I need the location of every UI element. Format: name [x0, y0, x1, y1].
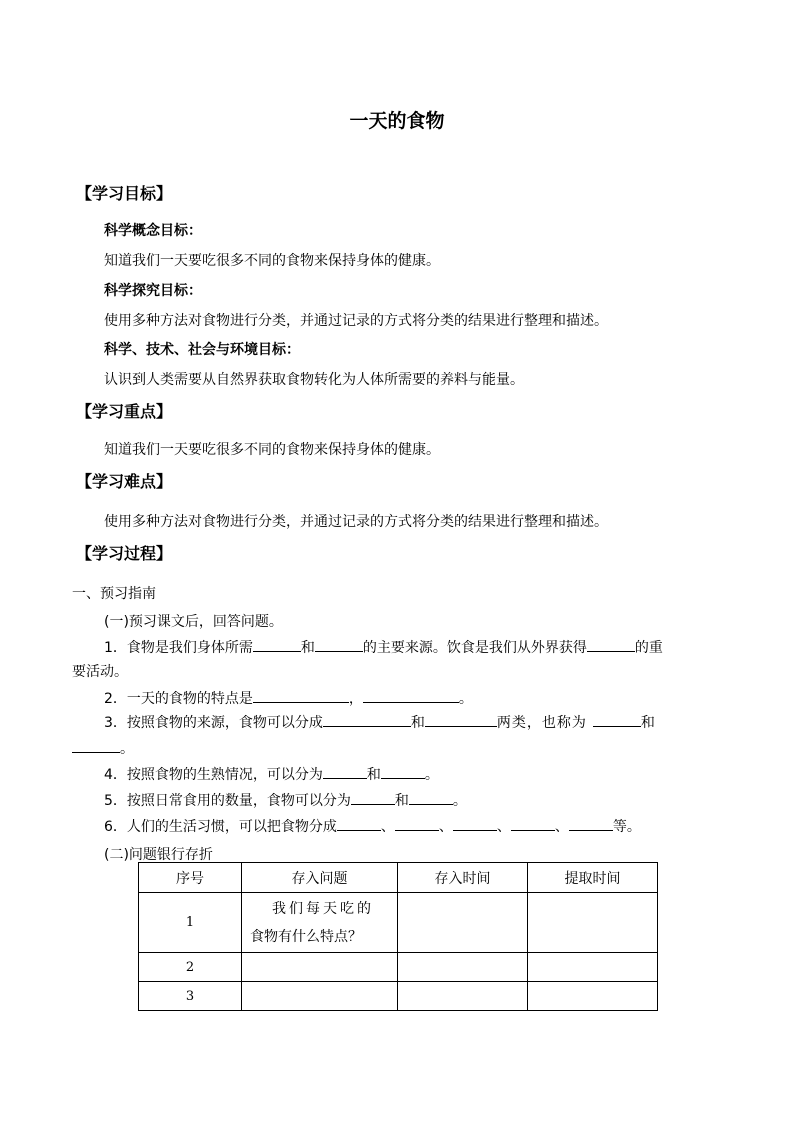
question-cell[interactable]: [242, 893, 398, 953]
question-1: [104, 637, 663, 657]
answer-blank[interactable]: [323, 712, 411, 727]
answer-blank[interactable]: [351, 790, 395, 805]
question-6: [104, 816, 641, 836]
process-heading: 【学习过程】: [76, 544, 173, 563]
q3-text-b: 和: [410, 715, 425, 731]
question-line-2: 食物有什么特点？: [250, 928, 362, 945]
q6-text-end: 等。: [612, 819, 641, 835]
question-2: [104, 688, 473, 708]
question-cell[interactable]: [242, 953, 398, 982]
focus-heading: 【学习重点】: [76, 402, 173, 421]
q5-text-b: 和: [394, 793, 409, 809]
question-5: [104, 790, 467, 810]
answer-blank[interactable]: [593, 712, 641, 727]
focus-text: 知道我们一天要吃很多不同的食物来保持身体的健康。: [104, 442, 440, 458]
answer-blank[interactable]: [253, 688, 349, 703]
answer-blank[interactable]: [363, 688, 459, 703]
table-header-row: [139, 863, 658, 893]
row-number: 2: [139, 953, 242, 982]
sts-goal-label: 科学、技术、社会与环境目标：: [104, 342, 300, 358]
q4-text-c: 。: [424, 767, 439, 783]
q2-text-b: ，: [348, 691, 363, 707]
q2-text-c: 。: [458, 691, 473, 707]
answer-blank[interactable]: [511, 816, 555, 831]
deposit-time-cell[interactable]: [398, 953, 528, 982]
q1-text-b: 和: [300, 640, 315, 656]
answer-blank[interactable]: [337, 816, 381, 831]
q3-text-a: 3．按照食物的来源，食物可以分成: [104, 715, 323, 731]
withdraw-time-cell[interactable]: [528, 953, 658, 982]
q4-text-a: 4．按照食物的生熟情况，可以分为: [104, 767, 323, 783]
answer-blank[interactable]: [425, 712, 497, 727]
header-number: 序号: [139, 863, 242, 893]
withdraw-time-cell[interactable]: [528, 982, 658, 1011]
header-question: 存入问题: [242, 863, 398, 893]
q6-text-a: 6．人们的生活习惯，可以把食物分成: [104, 819, 337, 835]
q3-text-e: 。: [120, 741, 134, 757]
inquiry-goal-label: 科学探究目标：: [104, 283, 202, 299]
header-withdraw-time: 提取时间: [528, 863, 658, 893]
separator: 、: [380, 819, 395, 835]
preview-guide-title: 一、预习指南: [72, 586, 156, 602]
table-row: [139, 953, 658, 982]
objectives-heading: 【学习目标】: [76, 184, 173, 203]
q5-text-a: 5．按照日常食用的数量，食物可以分为: [104, 793, 351, 809]
row-number: 3: [139, 982, 242, 1011]
q1-text-d: 的重: [634, 640, 663, 656]
q4-text-b: 和: [366, 767, 381, 783]
part1-instruction: (一)预习课文后，回答问题。: [104, 614, 283, 630]
header-deposit-time: 存入时间: [398, 863, 528, 893]
q2-text-a: 2．一天的食物的特点是: [104, 691, 253, 707]
concept-goal-text: 知道我们一天要吃很多不同的食物来保持身体的健康。: [104, 253, 440, 269]
withdraw-time-cell[interactable]: [528, 893, 658, 953]
answer-blank[interactable]: [72, 738, 120, 753]
q1-text-c: 的主要来源。饮食是我们从外界获得: [362, 640, 587, 656]
answer-blank[interactable]: [381, 764, 425, 779]
answer-blank[interactable]: [315, 637, 363, 652]
answer-blank[interactable]: [587, 637, 635, 652]
table-row: [139, 982, 658, 1011]
answer-blank[interactable]: [569, 816, 613, 831]
q3-continuation: [72, 738, 134, 758]
deposit-time-cell[interactable]: [398, 893, 528, 953]
question-3: [104, 712, 655, 732]
answer-blank[interactable]: [453, 816, 497, 831]
answer-blank[interactable]: [253, 637, 301, 652]
q1-continuation: 要活动。: [72, 664, 128, 680]
difficulty-heading: 【学习难点】: [76, 472, 173, 491]
question-4: [104, 764, 439, 784]
separator: 、: [438, 819, 453, 835]
row-number: 1: [139, 893, 242, 953]
part2-title: (二)问题银行存折: [104, 847, 213, 863]
difficulty-text: 使用多种方法对食物进行分类，并通过记录的方式将分类的结果进行整理和描述。: [104, 514, 608, 530]
answer-blank[interactable]: [323, 764, 367, 779]
answer-blank[interactable]: [409, 790, 453, 805]
concept-goal-label: 科学概念目标：: [104, 223, 202, 239]
question-bank-table: [138, 862, 658, 1011]
sts-goal-text: 认识到人类需要从自然界获取食物转化为人体所需要的养料与能量。: [104, 372, 524, 388]
page-title: 一天的食物: [349, 110, 445, 132]
inquiry-goal-text: 使用多种方法对食物进行分类，并通过记录的方式将分类的结果进行整理和描述。: [104, 313, 608, 329]
q3-text-d: 和: [640, 715, 655, 731]
q3-text-c: 两类，也称为: [496, 715, 587, 731]
q5-text-c: 。: [452, 793, 467, 809]
deposit-time-cell[interactable]: [398, 982, 528, 1011]
answer-blank[interactable]: [395, 816, 439, 831]
table-row: [139, 893, 658, 953]
separator: 、: [496, 819, 511, 835]
separator: 、: [554, 819, 569, 835]
question-line-1: 我们每天吃的: [272, 900, 374, 917]
q1-text-a: 1．食物是我们身体所需: [104, 640, 253, 656]
question-cell[interactable]: [242, 982, 398, 1011]
